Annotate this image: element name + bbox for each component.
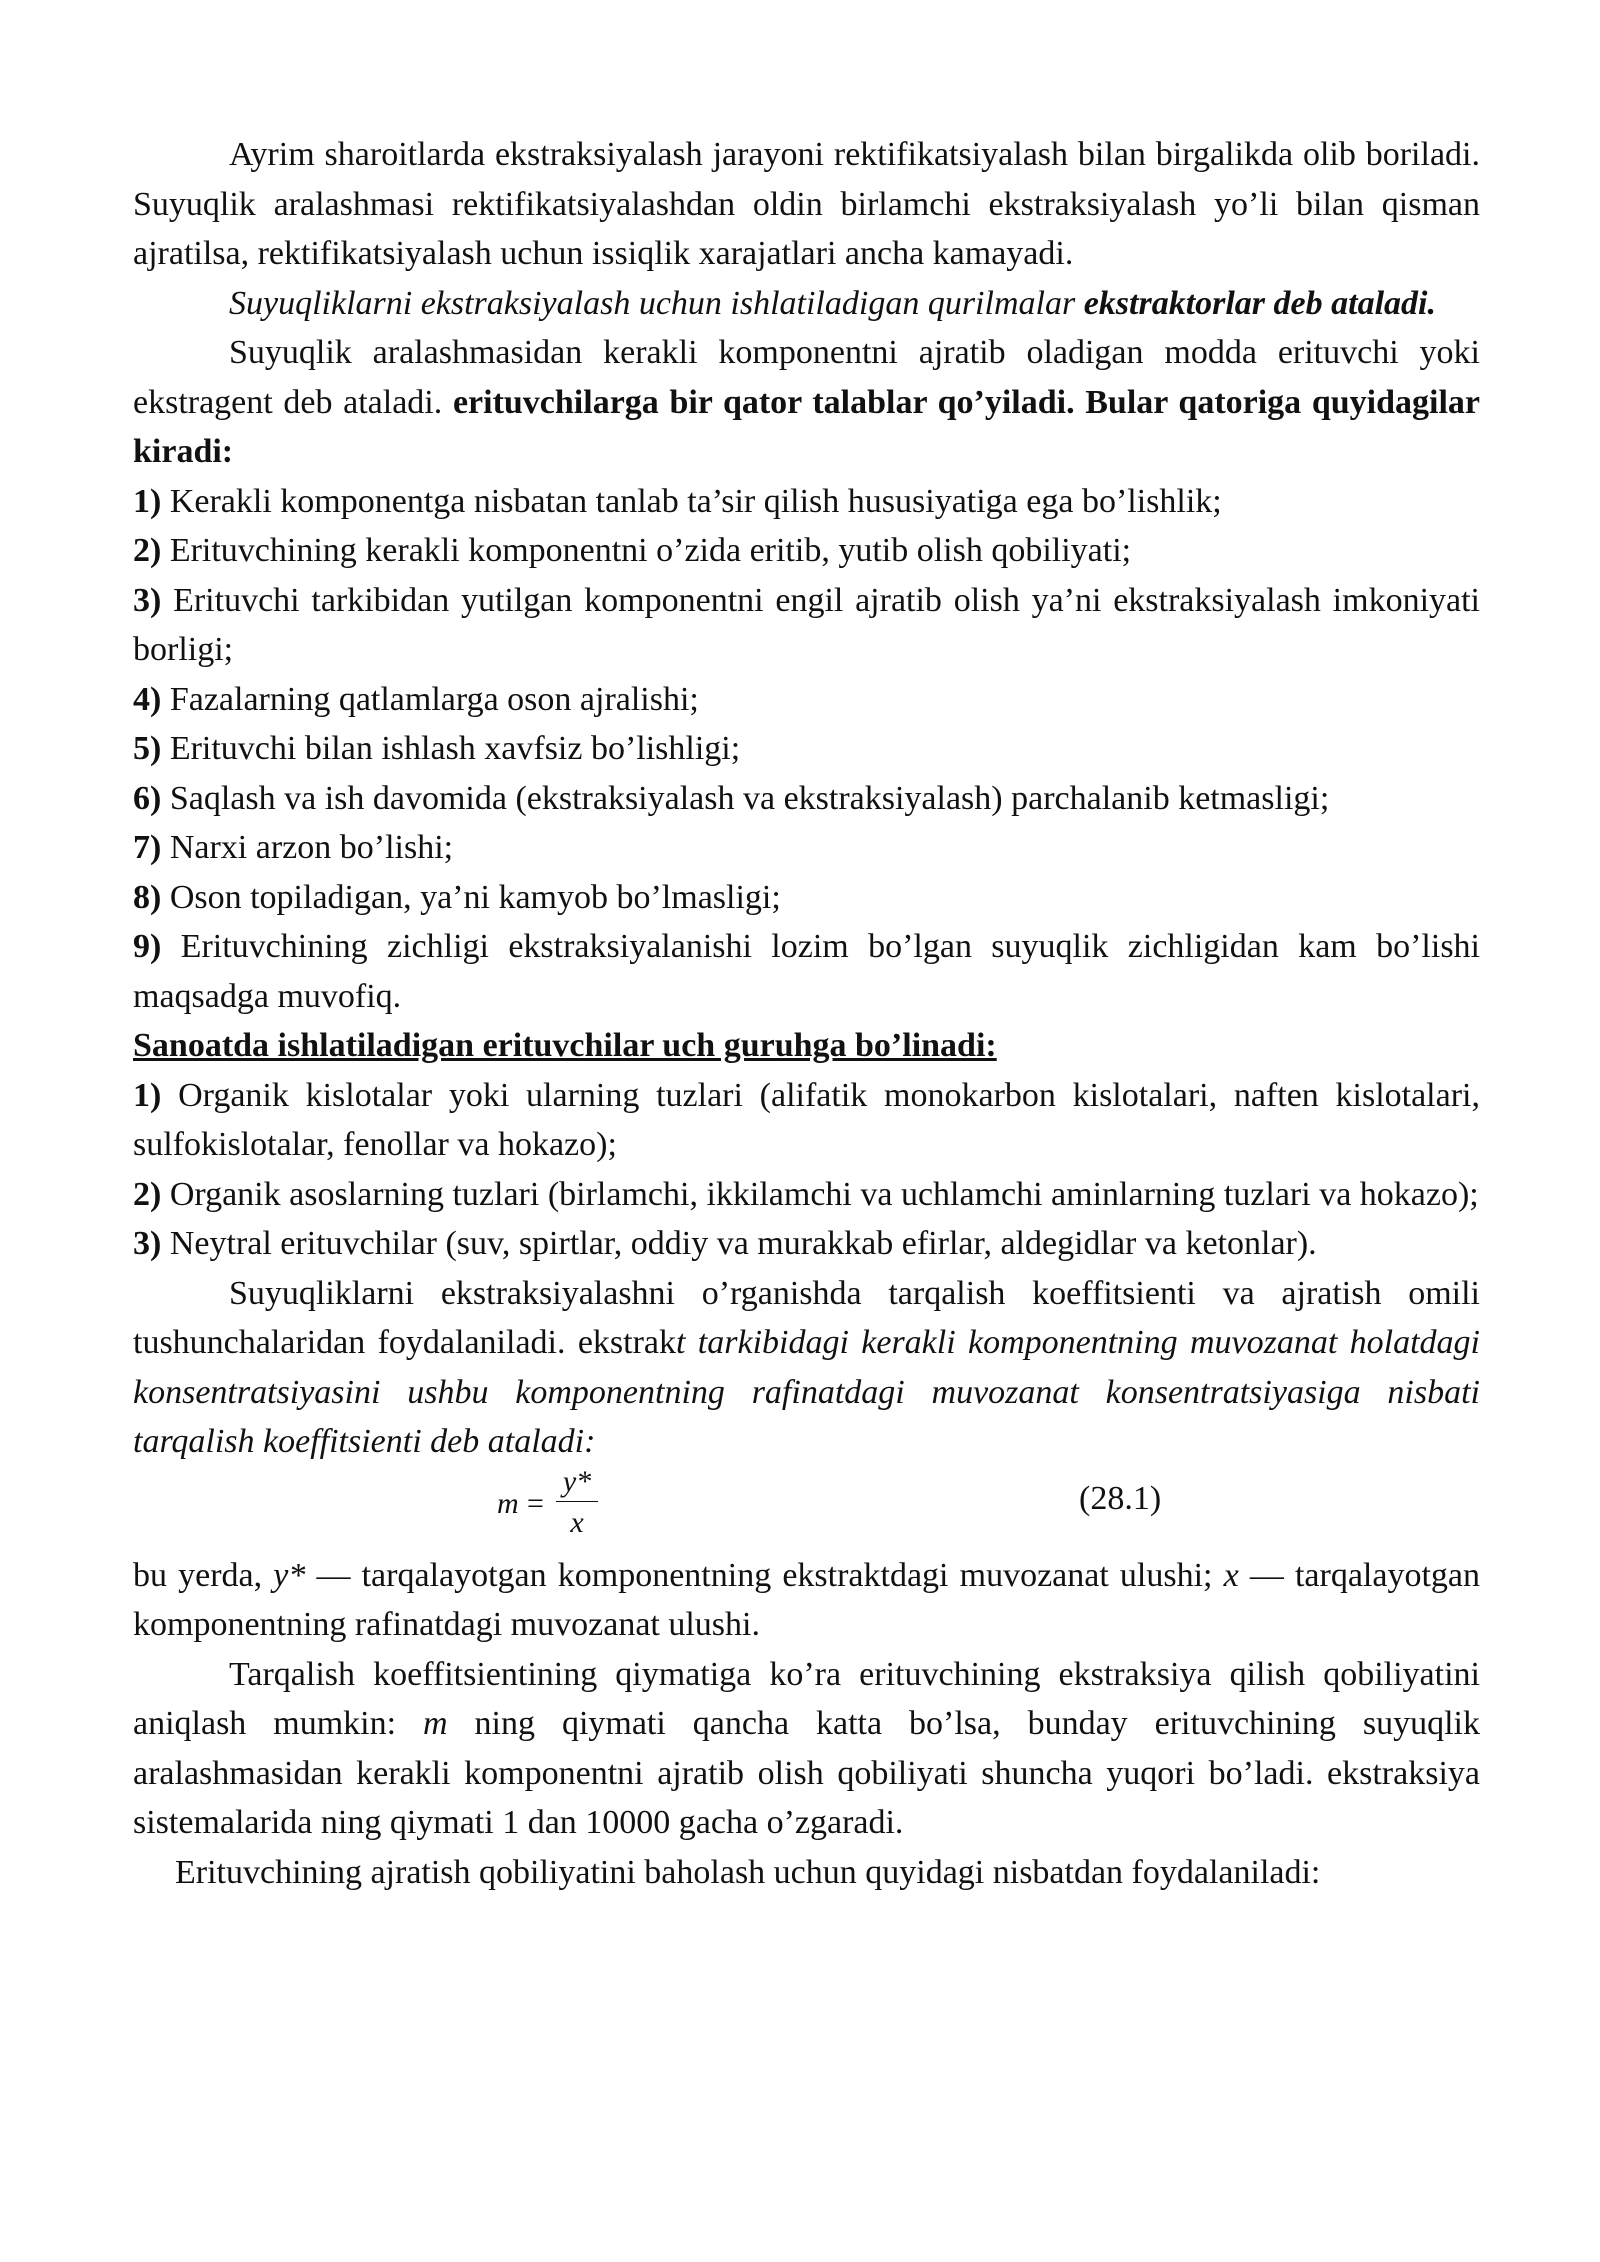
formula-numerator: y* xyxy=(556,1467,598,1502)
paragraph-formula-legend xyxy=(133,1551,1480,1650)
requirements-intro: erituvchilarga bir qator talablar qo’yiladi. Bular qatoriga quyidagilar kiradi: xyxy=(133,383,1481,470)
formula-equals: = xyxy=(527,1486,544,1520)
formula-fraction xyxy=(556,1464,598,1539)
legend-text: — tarqalayotgan komponentning rafinatdagi muvozanat ulushi. xyxy=(133,1556,1480,1643)
list-item xyxy=(133,576,1480,675)
paragraph-definition-extractors xyxy=(133,279,1480,329)
list-item-number: 5) xyxy=(133,730,162,767)
list-item xyxy=(133,823,1480,873)
list-item-text: Oson topiladigan, ya’ni kamyob bo’lmasligi; xyxy=(161,878,781,916)
list-item xyxy=(133,1071,1480,1170)
legend-text: — tarqalayotgan komponentning ekstraktdagi muvozanat ulushi; xyxy=(305,1556,1224,1594)
list-item xyxy=(133,724,1480,774)
variable-m: m xyxy=(423,1705,448,1742)
list-item-text: Erituvchining kerakli komponentni o’zida eritib, yutib olish qobiliyati; xyxy=(161,532,1132,569)
list-item-number: 1) xyxy=(133,482,162,520)
distribution-definition: t tarkibidagi kerakli komponentning muvozanat holatdagi konsentratsiyasini ushbu komponentning rafinatdagi muvozanat konsentratsiyasiga nisbati tarqalish koeffitsienti deb ataladi: xyxy=(133,1324,1480,1460)
list-item-text: Erituvchining zichligi ekstraksiyalanishi lozim bo’lgan suyuqlik zichligidan kam bo’lishi maqsadga muvofiq. xyxy=(133,928,1480,1015)
list-item xyxy=(133,774,1480,824)
list-item-number: 2) xyxy=(133,532,162,569)
coefficient-text: ning qiymati qancha katta bo’lsa, bunday erituvchining suyuqlik aralashmasidan kerakli komponentni ajratib olish qobiliyati shuncha yuqori bo’ladi. ekstraksiya sistemalarida ning qiymati 1 dan 10000 gacha o’zgaradi. xyxy=(133,1705,1481,1841)
list-item-number: 7) xyxy=(133,829,162,866)
paragraph-solvent-definition xyxy=(133,328,1480,477)
list-item-number: 9) xyxy=(133,928,162,965)
equation-number: (28.1) xyxy=(1079,1479,1162,1517)
list-item xyxy=(133,477,1480,527)
list-item xyxy=(133,526,1480,576)
list-item-text: Neytral erituvchilar (suv, spirtlar, oddiy va murakkab efirlar, aldegidlar va ketonlar). xyxy=(161,1225,1317,1262)
list-item-number: 4) xyxy=(133,680,162,718)
list-item-number: 1) xyxy=(133,1076,162,1114)
variable-x: x xyxy=(1223,1556,1239,1594)
list-item-number: 8) xyxy=(133,878,162,916)
formula-denominator: x xyxy=(570,1505,584,1539)
list-item-number: 3) xyxy=(133,1225,162,1262)
list-item-text: Narxi arzon bo’lishi; xyxy=(161,829,454,866)
list-item xyxy=(133,1219,1480,1269)
section-heading-solvent-groups: Sanoatda ishlatiladigan erituvchilar uch guruhga bo’linadi: xyxy=(133,1027,997,1064)
paragraph-distribution-coefficient xyxy=(133,1269,1480,1467)
definition-term: ekstraktorlar deb ataladi. xyxy=(1083,284,1436,322)
list-item xyxy=(133,1170,1480,1220)
variable-y: y* xyxy=(273,1556,306,1594)
paragraph-intro: Ayrim sharoitlarda ekstraksiyalash jarayoni rektifikatsiyalash bilan birgalikda olib boriladi. Suyuqlik aralashmasi rektifikatsiyalashdan oldin birlamchi ekstraksiyalash yo’li bilan qisman ajratilsa, rektifikatsiyalash uchun issiqlik xarajatlari ancha kamayadi. xyxy=(133,136,1480,272)
list-item-text: Organik asoslarning tuzlari (birlamchi, ikkilamchi va uchlamchi aminlarning tuzlari va hokazo); xyxy=(161,1175,1479,1213)
legend-text: bu yerda, xyxy=(133,1556,274,1594)
solvent-definition-text: Suyuqlik aralashmasidan kerakli komponentni ajratib oladigan modda erituvchi yoki ekstragent deb ataladi. xyxy=(133,334,1480,421)
list-item-number: 3) xyxy=(133,581,162,619)
list-item-number: 2) xyxy=(133,1175,162,1213)
list-item-text: Fazalarning qatlamlarga oson ajralishi; xyxy=(161,680,699,718)
list-item-text: Saqlash va ish davomida (ekstraksiyalash va ekstraksiyalash) parchalanib ketmasligi; xyxy=(161,779,1330,817)
list-item xyxy=(133,675,1480,725)
paragraph-coefficient-meaning xyxy=(133,1650,1480,1848)
definition-text: Suyuqliklarni ekstraksiyalash uchun ishlatiladigan qurilmalar xyxy=(229,284,1084,322)
paragraph-selectivity-intro: Erituvchining ajratish qobiliyatini baholash uchun quyidagi nisbatdan foydalaniladi: xyxy=(175,1853,1321,1891)
document-page xyxy=(133,130,1480,1897)
formula-28-1 xyxy=(133,1464,1480,1551)
list-item-text: Kerakli komponentga nisbatan tanlab ta’sir qilish hususiyatiga ega bo’lishlik; xyxy=(161,482,1222,520)
formula-lhs: m xyxy=(497,1486,519,1520)
list-item xyxy=(133,873,1480,923)
list-item-text: Organik kislotalar yoki ularning tuzlari (alifatik monokarbon kislotalari, naften kislotalari, sulfokislotalar, fenollar va hokazo); xyxy=(133,1076,1480,1163)
list-item xyxy=(133,922,1480,1021)
list-item-text: Erituvchi tarkibidan yutilgan komponentni engil ajratib olish ya’ni ekstraksiyalash imkoniyati borligi; xyxy=(133,581,1480,668)
list-item-text: Erituvchi bilan ishlash xavfsiz bo’lishligi; xyxy=(161,730,741,767)
distribution-intro-text: Suyuqliklarni ekstraksiyalashni o’rganishda tarqalish koeffitsienti va ajratish omili tushunchalaridan foydalaniladi. ekstrak xyxy=(133,1274,1480,1361)
list-item-number: 6) xyxy=(133,779,162,817)
coefficient-text: Tarqalish koeffitsientining qiymatiga ko’ra erituvchining ekstraksiya qilish qobiliyatini aniqlash mumkin: xyxy=(133,1655,1480,1742)
